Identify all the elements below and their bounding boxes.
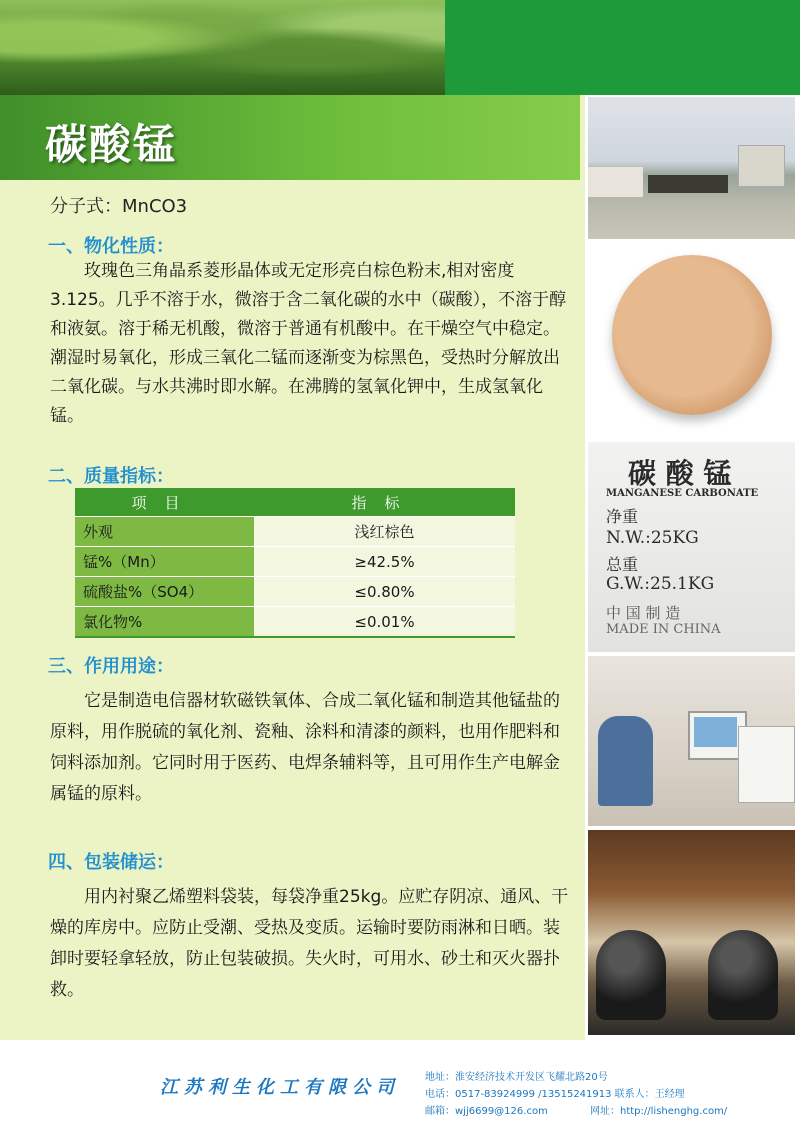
row-item: 锰%（Mn） bbox=[75, 547, 254, 577]
company-phone: 电话：0517-83924999 /13515241913 联系人：王经理 bbox=[425, 1089, 685, 1100]
table-header-row bbox=[75, 488, 515, 517]
bag-net-weight: N.W.:25KG bbox=[606, 528, 699, 548]
bag-product-name: 碳 酸 锰 bbox=[628, 457, 732, 490]
leaves-banner-image bbox=[0, 0, 445, 95]
row-spec: ≤0.80% bbox=[254, 577, 515, 607]
col-header-item: 项目 bbox=[75, 488, 254, 517]
reactor-vessel bbox=[708, 930, 778, 1020]
reactor-workshop-photo bbox=[588, 830, 795, 1035]
col-header-spec: 指标 bbox=[254, 488, 515, 517]
packaging-text: 用内衬聚乙烯塑料袋装，每袋净重25kg。应贮存阴凉、通风、干燥的库房中。应防止受潮、受热及变质。运输时要防雨淋和日晒。装卸时要轻拿轻放，防止包装破损。失火时，可用水、砂土和灭火器扑救。 bbox=[50, 887, 569, 1000]
bag-origin: 中 国 制 造 bbox=[606, 604, 681, 622]
row-spec: ≤0.01% bbox=[254, 607, 515, 638]
row-spec: ≥42.5% bbox=[254, 547, 515, 577]
table-row bbox=[75, 607, 515, 638]
row-item: 硫酸盐%（SO4） bbox=[75, 577, 254, 607]
lab-screen bbox=[694, 717, 737, 747]
properties-text: 玫瑰色三角晶系菱形晶体或无定形亮白棕色粉末,相对密度3.125。几乎不溶于水，微溶于含二氧化碳的水中（碳酸），不溶于醇和液氨。溶于稀无机酸，微溶于普通有机酸中。在干燥空气中稳定。潮湿时易氧化，形成三氧化二锰而逐渐变为棕黑色，受热时分解放出二氧化碳。与水共沸时即水解。在沸腾的氢氧化钾中，生成氢氧化锰。 bbox=[50, 261, 567, 426]
factory-wall bbox=[588, 167, 643, 197]
section-heading-packaging: 四、包装储运： bbox=[48, 852, 174, 873]
petri-dish-powder bbox=[612, 255, 772, 415]
factory-photo bbox=[588, 97, 795, 239]
factory-building bbox=[738, 145, 785, 187]
company-email[interactable]: 邮箱：wjj6699@126.com bbox=[425, 1106, 548, 1117]
bag-gross-weight: G.W.:25.1KG bbox=[606, 574, 715, 594]
table-row bbox=[75, 517, 515, 547]
section-heading-quality: 二、质量指标： bbox=[48, 466, 174, 487]
quality-spec-table bbox=[75, 488, 515, 638]
bag-english-name: MANGANESE CARBONATE bbox=[606, 488, 759, 499]
bag-net-label: 净重 bbox=[606, 507, 639, 526]
row-item: 外观 bbox=[75, 517, 254, 547]
powder-dish-photo bbox=[588, 243, 795, 438]
row-spec: 浅红棕色 bbox=[254, 517, 515, 547]
company-name: 江苏利生化工有限公司 bbox=[160, 1077, 400, 1098]
company-address: 地址：淮安经济技术开发区飞耀北路20号 bbox=[425, 1072, 608, 1083]
table-row bbox=[75, 547, 515, 577]
green-banner bbox=[445, 0, 800, 95]
section-heading-usage: 三、作用用途： bbox=[48, 656, 174, 677]
molecular-formula: 分子式：MnCO3 bbox=[50, 196, 188, 217]
factory-gate bbox=[648, 175, 728, 193]
bag-origin-en: MADE IN CHINA bbox=[606, 622, 721, 637]
reactor-vessel bbox=[596, 930, 666, 1020]
bag-gross-label: 总重 bbox=[606, 555, 639, 574]
row-item: 氯化物% bbox=[75, 607, 254, 638]
usage-text: 它是制造电信器材软磁铁氧体、合成二氧化锰和制造其他锰盐的原料，用作脱硫的氧化剂、瓷釉、涂料和清漆的颜料，也用作肥料和饲料添加剂。它同时用于医药、电焊条辅料等，且可用作生产电解金属锰的原料。 bbox=[50, 691, 560, 804]
laboratory-photo bbox=[588, 656, 795, 826]
product-bag-photo bbox=[588, 442, 795, 652]
lab-technician bbox=[598, 716, 653, 806]
company-website[interactable]: 网址：http://lishenghg.com/ bbox=[590, 1106, 728, 1117]
table-row bbox=[75, 577, 515, 607]
page-title: 碳酸锰 bbox=[45, 120, 178, 169]
lab-instrument bbox=[738, 726, 795, 803]
section-heading-properties: 一、物化性质： bbox=[48, 236, 174, 257]
